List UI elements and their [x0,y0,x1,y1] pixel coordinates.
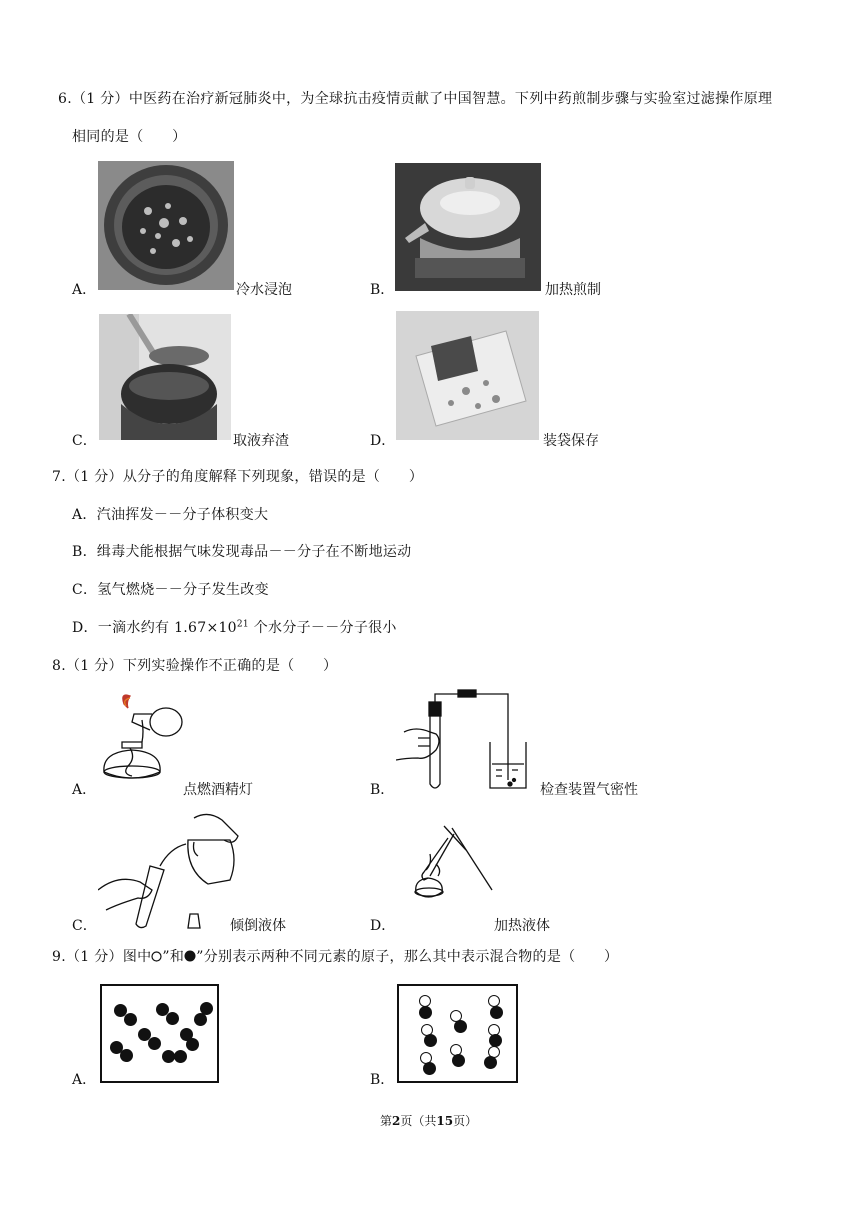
q9-stem-pre: 9.（1 分）图中 [52,949,152,965]
q7-option-d-post: 个水分子－－分子很小 [248,620,397,636]
q9-stem-mid1: ”和 [162,949,185,965]
q6-option-c-photo [99,314,231,440]
q7-option-d-exponent: 21 [236,619,249,630]
q8-option-a-letter: A． [72,782,97,798]
q6-option-b-letter: B． [370,282,395,298]
q6-option-d-caption: 装袋保存 [543,433,599,449]
footer-page-number: 2 [392,1114,401,1128]
q6-stem-line1: 6.（1 分）中医药在治疗新冠肺炎中，为全球抗击疫情贡献了中国智慧。下列中药煎制步骤与实验室过滤操作原理 [58,91,773,107]
q6-option-d-letter: D． [370,433,396,449]
q6-option-a-caption: 冷水浸泡 [236,282,292,298]
q7-option-d [72,617,397,637]
q8-option-c-letter: C． [72,918,97,934]
q6-option-b-caption: 加热煎制 [545,282,601,298]
q7-option-d-pre: D．一滴水约有 1.67×10 [72,620,237,636]
q9-option-a-box [100,984,219,1083]
footer-pre: 第 [380,1114,393,1128]
q8-option-a-illustration [92,692,192,792]
q6-option-a-photo [98,161,234,290]
q7-option-b: B．缉毒犬能根据气味发现毒品－－分子在不断地运动 [72,544,412,560]
q6-option-d-photo [396,311,539,440]
q8-option-a-caption: 点燃酒精灯 [183,782,253,798]
hollow-atom-icon [151,950,162,966]
q9-option-a-letter: A． [72,1072,97,1088]
q8-option-d-caption: 加热液体 [494,918,550,934]
q7-option-a: A．汽油挥发－－分子体积变大 [72,507,269,523]
q6-option-c-caption: 取液弃渣 [233,433,289,449]
q6-option-c-letter: C． [72,433,97,449]
q9-option-b-box [397,984,518,1083]
footer-total-pages: 15 [436,1114,454,1128]
q8-option-d-letter: D． [370,918,396,934]
footer-post: 页） [453,1114,478,1128]
q7-stem: 7.（1 分）从分子的角度解释下列现象，错误的是（ ） [52,469,424,485]
q8-option-c-illustration [98,810,258,930]
q8-option-b-illustration [396,688,536,794]
q6-stem-line2: 相同的是（ ） [72,129,187,145]
q8-stem: 8.（1 分）下列实验操作不正确的是（ ） [52,658,338,674]
page-footer [380,1112,477,1129]
q8-option-d-illustration [396,824,496,914]
q6-option-b-photo [395,163,541,291]
q8-option-b-caption: 检查装置气密性 [540,782,638,798]
q6-option-a-letter: A． [72,282,97,298]
q9-stem-mid2: ”分别表示两种不同元素的原子，那么其中表示混合物的是（ ） [196,949,619,965]
q8-option-c-caption: 倾倒液体 [230,918,286,934]
footer-mid: 页（共 [400,1114,437,1128]
q7-option-c: C．氢气燃烧－－分子发生改变 [72,582,269,598]
solid-atom-icon [184,950,196,966]
q9-stem [52,946,618,966]
q8-option-b-letter: B． [370,782,395,798]
q9-option-b-letter: B． [370,1072,395,1088]
